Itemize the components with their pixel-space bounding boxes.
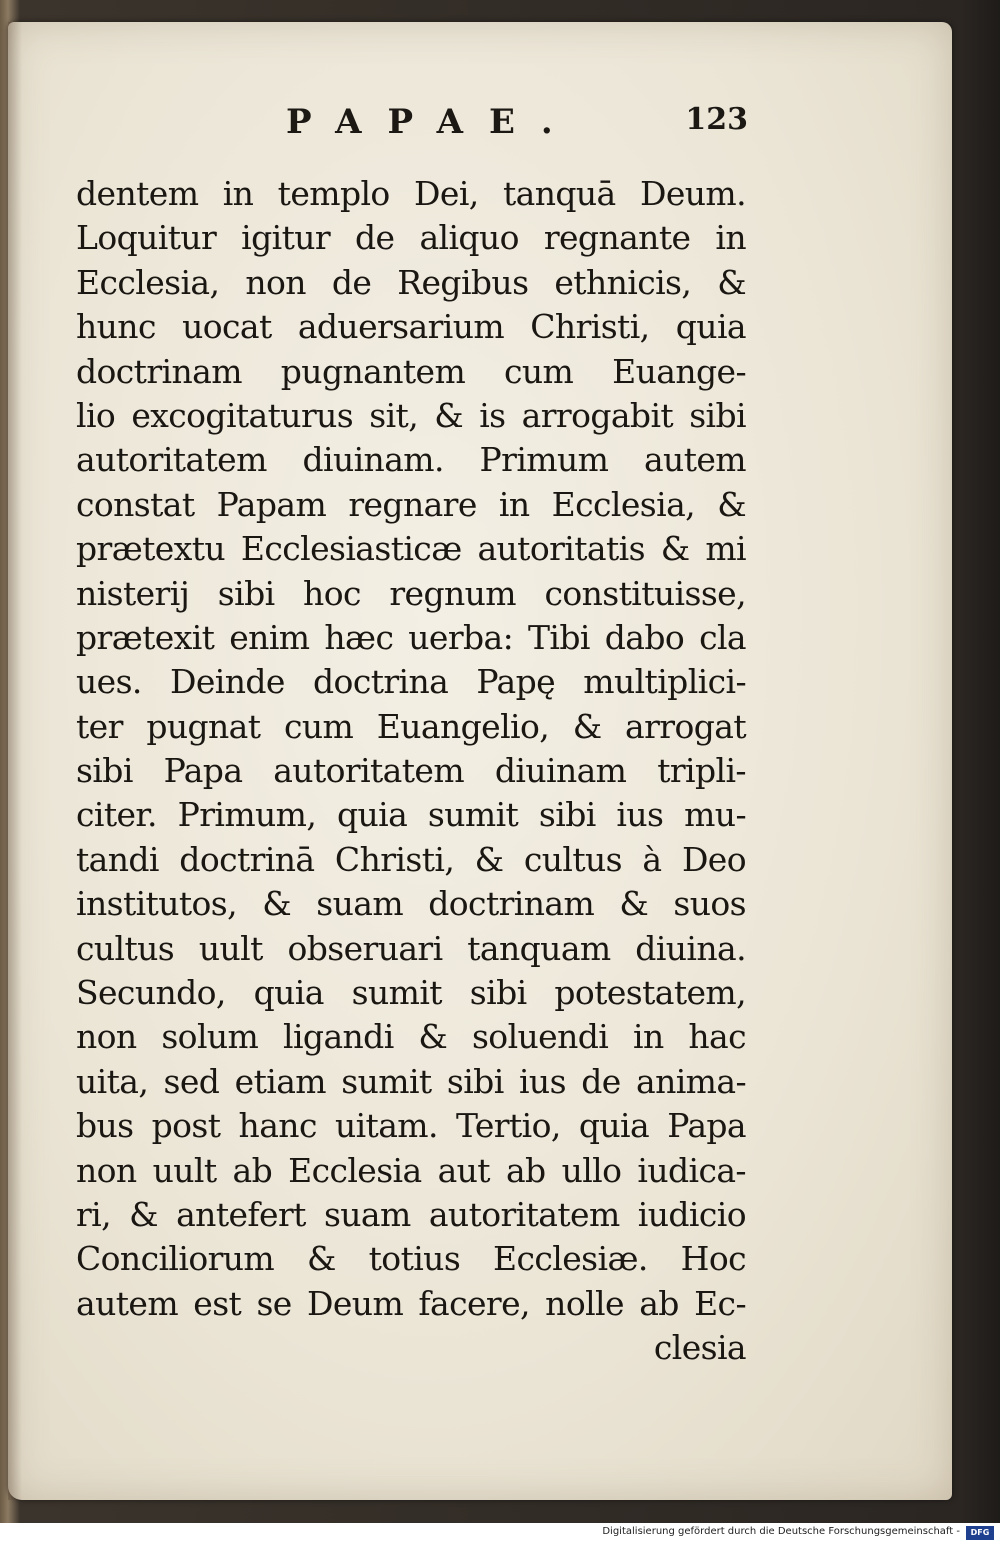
text-line: sibi Papa autoritatem diuinam tripli- [76,751,746,791]
text-line: non solum ligandi & soluendi in hac [76,1017,746,1057]
text-line: doctrinam pugnantem cum Euange- [76,351,746,391]
dfg-logo-icon: DFG [966,1526,994,1540]
catchword: clesia [653,1328,746,1368]
text-line: cultus uult obseruari tanquam diuina. [76,928,746,968]
digitization-footer [0,1523,1000,1543]
text-line: ues. Deinde doctrina Papę multiplici- [76,662,746,702]
text-line: autoritatem diuinam. Primum autem [76,440,746,480]
text-line: Secundo, quia sumit sibi potestatem, [76,973,746,1013]
text-line: Ecclesia, non de Regibus ethnicis, & [76,262,746,302]
text-line: lio excogitaturus sit, & is arrogabit sibi [76,395,746,435]
text-line: prætextu Ecclesiasticæ autoritatis & mi [76,529,746,569]
text-line: bus post hanc uitam. Tertio, quia Papa [76,1106,746,1146]
text-line: institutos, & suam doctrinam & suos [76,884,746,924]
text-line: ri, & antefert suam autoritatem iudicio [76,1194,746,1234]
text-line: dentem in templo Dei, tanquā Deum. [76,174,746,213]
text-line: constat Papam regnare in Ecclesia, & [76,484,746,524]
text-line: ter pugnat cum Euangelio, & arrogat [76,706,746,746]
book-page [8,22,952,1500]
funding-credit: Digitalisierung gefördert durch die Deutsche Forschungsgemeinschaft - [602,1526,960,1537]
text-line: hunc uocat aduersarium Christi, quia [76,307,746,347]
text-line: Conciliorum & totius Ecclesiæ. Hoc [76,1239,746,1279]
text-line: non uult ab Ecclesia aut ab ullo iudica- [76,1150,746,1190]
running-head: PAPAE. [286,102,579,142]
page-header [68,102,748,152]
body-text [76,172,746,1371]
text-line: autem est se Deum facere, nolle ab Ec- [76,1283,746,1323]
text-line: Loquitur igitur de aliquo regnante in [76,218,746,258]
page-number: 123 [685,102,748,137]
text-line: tandi doctrinā Christi, & cultus à Deo [76,839,746,879]
text-line: nisterij sibi hoc regnum constituisse, [76,573,746,613]
text-line: citer. Primum, quia sumit sibi ius mu- [76,795,746,835]
text-line: uita, sed etiam sumit sibi ius de anima- [76,1061,746,1101]
text-line: prætexit enim hæc uerba: Tibi dabo cla [76,617,746,657]
